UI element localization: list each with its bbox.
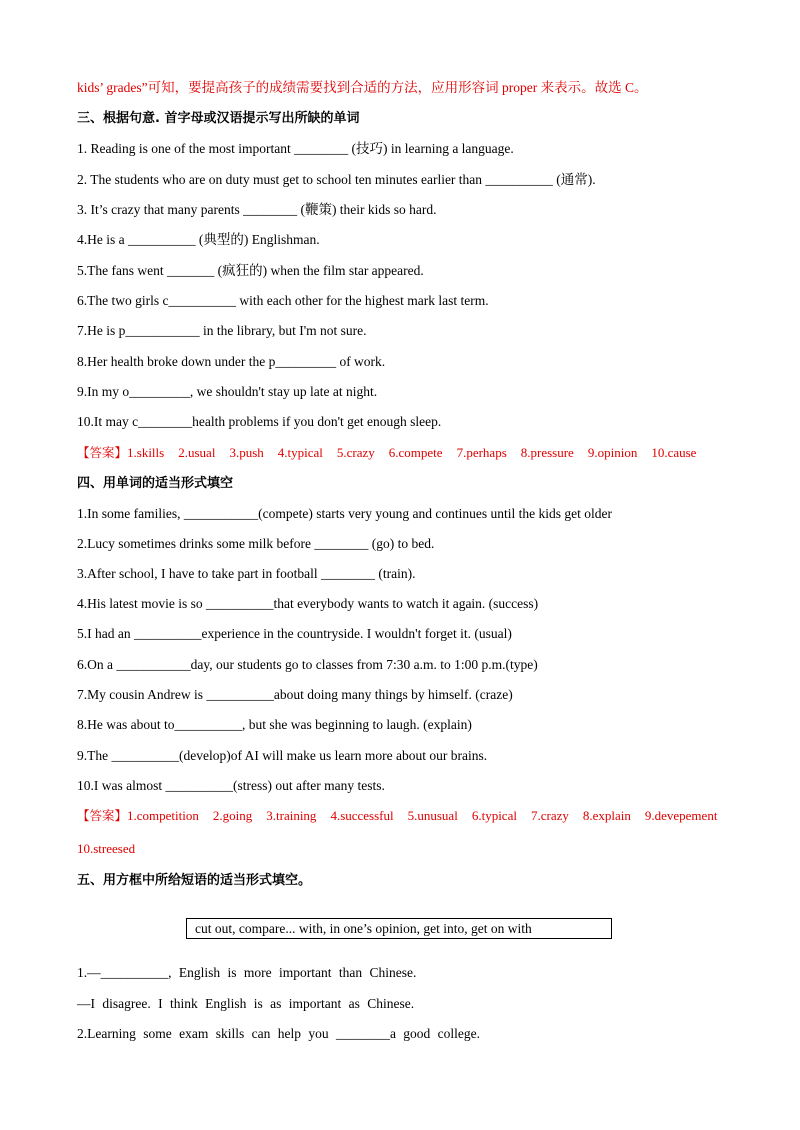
s3-question-9: 9.In my o_________, we shouldn't stay up late at night.: [77, 384, 378, 399]
s3-answer: 8.pressure: [520, 445, 574, 460]
s4-question-5: 5.I had an __________experience in the countryside. I wouldn't forget it. (usual): [77, 626, 512, 641]
intro-explanation: kids’ grades”可知，要提高孩子的成绩需要找到合适的方法，应用形容词 proper 来表示。故选 C。: [77, 80, 648, 95]
section5-heading: 五、用方框中所给短语的适当形式填空。: [77, 873, 312, 888]
s4-question-7: 7.My cousin Andrew is __________about doing many things by himself. (craze): [77, 687, 513, 702]
s3-question-10: 10.It may c________health problems if you don't get enough sleep.: [77, 414, 442, 429]
s3-answer: 3.push: [229, 445, 264, 460]
s4-answer: 9.devepement: [644, 808, 718, 823]
s4-answers: [127, 808, 717, 823]
s4-question-9: 9.The __________(develop)of AI will make us learn more about our brains.: [77, 748, 488, 763]
s4-answer: 4.successful: [330, 808, 394, 823]
s3-question-3: 3. It’s crazy that many parents ________ (鞭策) their kids so hard.: [77, 202, 437, 217]
s4-question-1: 1.In some families, ___________(compete) starts very young and continues until the kids get older: [77, 506, 613, 521]
s3-answer: 7.perhaps: [456, 445, 507, 460]
s5-question-2: 2.Learning some exam skills can help you ________a good college.: [77, 1026, 481, 1041]
s4-answer: 6.typical: [471, 808, 517, 823]
s4-question-3: 3.After school, I have to take part in football ________ (train).: [77, 566, 416, 581]
s4-question-6: 6.On a ___________day, our students go to classes from 7:30 a.m. to 1:00 p.m.(type): [77, 657, 538, 672]
s4-answer: 1.competition: [127, 808, 199, 823]
s4-question-10: 10.I was almost __________(stress) out after many tests.: [77, 778, 385, 793]
s3-answer-line: [77, 444, 696, 462]
phrase-box: cut out, compare... with, in one’s opinion, get into, get on with: [186, 918, 612, 939]
s3-answer: 5.crazy: [336, 445, 375, 460]
section4-heading: 四、用单词的适当形式填空: [77, 476, 234, 491]
section3-heading: 三、根据句意. 首字母或汉语提示写出所缺的单词: [77, 111, 360, 126]
s4-answer: 7.crazy: [530, 808, 569, 823]
s3-answer: 4.typical: [277, 445, 323, 460]
s4-answer-overflow: 10.streesed: [77, 841, 136, 856]
s3-answer: 2.usual: [178, 445, 216, 460]
s3-question-2: 2. The students who are on duty must get to school ten minutes earlier than __________ (通常).: [77, 172, 596, 187]
s4-answer: 8.explain: [582, 808, 631, 823]
s4-question-4: 4.His latest movie is so __________that everybody wants to watch it again. (success): [77, 596, 539, 611]
s4-answer: 5.unusual: [407, 808, 458, 823]
s5-reply-1: —I disagree. I think English is as important as Chinese.: [77, 996, 415, 1011]
s3-question-6: 6.The two girls c__________ with each other for the highest mark last term.: [77, 293, 489, 308]
s3-question-1: 1. Reading is one of the most important ________ (技巧) in learning a language.: [77, 141, 514, 156]
answer-tag: 【答案】: [77, 445, 128, 460]
s3-question-8: 8.Her health broke down under the p_________ of work.: [77, 354, 386, 369]
s5-question-1: 1.—__________, English is more important than Chinese.: [77, 965, 417, 980]
s3-question-7: 7.He is p___________ in the library, but I'm not sure.: [77, 323, 367, 338]
s3-answer: 6.compete: [388, 445, 443, 460]
s4-answer: 2.going: [212, 808, 253, 823]
s3-question-4: 4.He is a __________ (典型的) Englishman.: [77, 232, 320, 247]
s4-answer: 3.training: [266, 808, 317, 823]
s4-question-2: 2.Lucy sometimes drinks some milk before ________ (go) to bed.: [77, 536, 435, 551]
answer-tag: 【答案】: [77, 808, 128, 823]
s4-answer-line: [77, 807, 717, 825]
s3-answer: 1.skills: [127, 445, 165, 460]
s3-answers: [127, 445, 696, 460]
s3-answer: 10.cause: [651, 445, 697, 460]
s4-question-8: 8.He was about to__________, but she was beginning to laugh. (explain): [77, 717, 472, 732]
s3-question-5: 5.The fans went _______ (疯狂的) when the film star appeared.: [77, 263, 424, 278]
s3-answer: 9.opinion: [587, 445, 638, 460]
